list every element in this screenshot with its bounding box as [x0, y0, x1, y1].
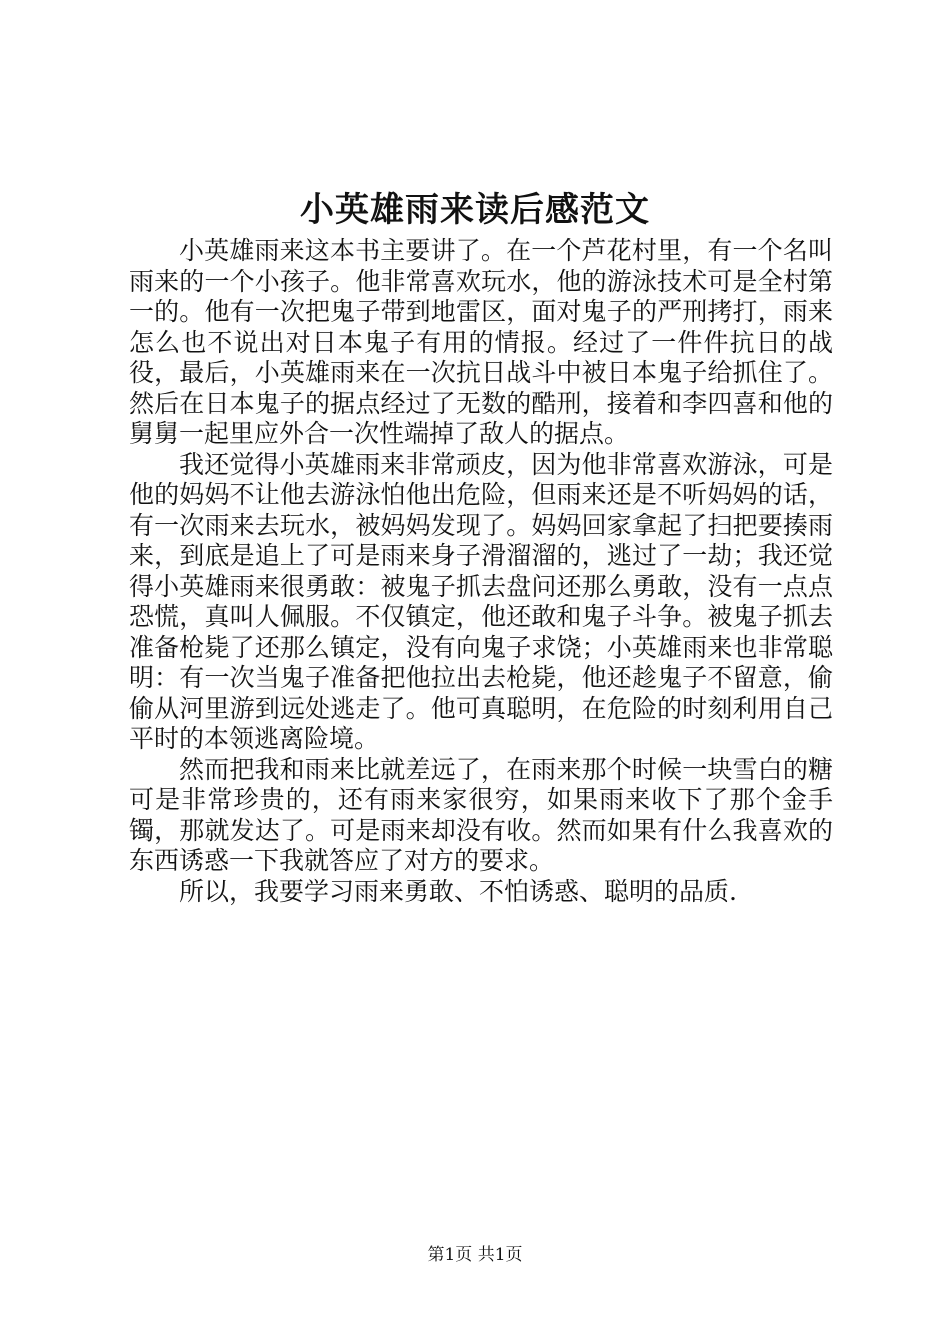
paragraph-2: 我还觉得小英雄雨来非常顽皮，因为他非常喜欢游泳，可是他的妈妈不让他去游泳怕他出危险，但雨来还是不听妈妈的话，有一次雨来去玩水，被妈妈发现了。妈妈回家拿起了扫把要揍雨来，到底是追上了可是雨来身子滑溜溜的，逃过了一劫；我还觉得小英雄雨来很勇敢：被鬼子抓去盘问还那么勇敢，没有一点点恐慌，真叫人佩服。不仅镇定，他还敢和鬼子斗争。被鬼子抓去准备枪毙了还那么镇定，没有向鬼子求饶；小英雄雨来也非常聪明：有一次当鬼子准备把他拉出去枪毙，他还趁鬼子不留意，偷偷从河里游到远处逃走了。他可真聪明，在危险的时刻利用自己平时的本领逃离险境。	[129, 449, 833, 753]
paragraph-3: 然而把我和雨来比就差远了，在雨来那个时候一块雪白的糖可是非常珍贵的，还有雨来家很穷，如果雨来收下了那个金手镯，那就发达了。可是雨来却没有收。然而如果有什么我喜欢的东西诱惑一下我就答应了对方的要求。	[129, 754, 833, 875]
page-footer: 第1页 共1页	[427, 1245, 523, 1265]
paragraph-4: 所以，我要学习雨来勇敢、不怕诱惑、聪明的品质.	[179, 876, 737, 906]
document-title: 小英雄雨来读后感范文	[300, 190, 650, 230]
paragraph-1: 小英雄雨来这本书主要讲了。在一个芦花村里，有一个名叫雨来的一个小孩子。他非常喜欢玩水，他的游泳技术可是全村第一的。他有一次把鬼子带到地雷区，面对鬼子的严刑拷打，雨来怎么也不说出对日本鬼子有用的情报。经过了一件件抗日的战役，最后，小英雄雨来在一次抗日战斗中被日本鬼子给抓住了。然后在日本鬼子的据点经过了无数的酷刑，接着和李四喜和他的舅舅一起里应外合一次性端掉了敌人的据点。	[129, 236, 833, 448]
document-body	[129, 236, 833, 907]
